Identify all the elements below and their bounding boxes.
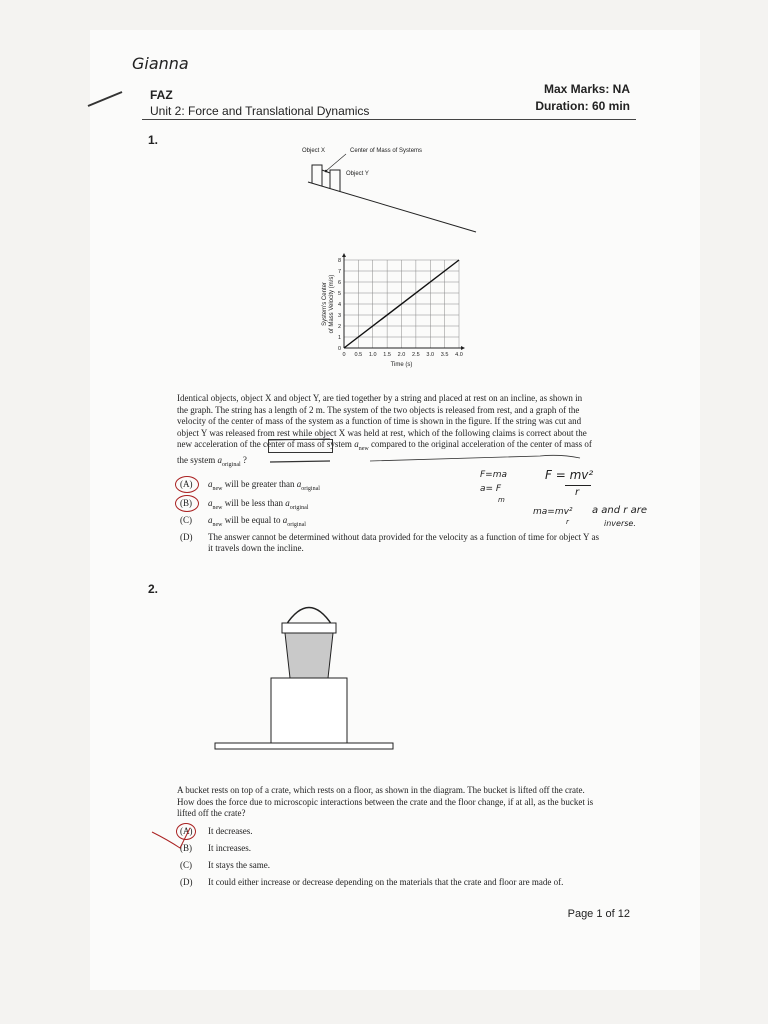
x-tick-label: 3.5	[440, 352, 449, 358]
duration: Duration: 60 min	[535, 99, 630, 113]
question-1-line: Identical objects, object X and object Y, are tied together by a string and placed at rest on an incline, as shown in	[177, 393, 583, 403]
x-tick-label: 0	[342, 352, 346, 358]
question-1-line: the system $a_{original}$ ?	[177, 455, 247, 469]
question-1-line: velocity of the center of mass of the system as a function of time is shown in the figure. If the string was cut and	[177, 416, 582, 426]
course-code: FAZ	[150, 88, 173, 102]
pen-stroke-mark	[86, 88, 126, 110]
y-tick-label: 2	[337, 324, 341, 330]
pen-underline-marks	[260, 430, 590, 466]
option-letter: (A)	[180, 479, 193, 489]
velocity-time-chart	[300, 248, 480, 378]
x-tick-label: 3.0	[426, 352, 435, 358]
pen-circle-option-b	[175, 495, 199, 512]
option-letter: (C)	[180, 515, 192, 525]
y-axis-label-line2: of Mass Velocity (m/s)	[329, 274, 335, 334]
option-letter: (B)	[180, 843, 192, 853]
x-tick-label: 1.5	[383, 352, 391, 358]
option-text: $a_{new}$ will be equal to $a_{original}$	[208, 515, 306, 528]
y-tick-label: 6	[337, 280, 341, 286]
q1-option-c[interactable]	[180, 515, 306, 531]
x-tick-label: 0.5	[354, 352, 363, 358]
q2-option-d[interactable]	[180, 877, 563, 888]
handwritten-a-and-r: a and r are	[592, 505, 647, 516]
option-text: It could either increase or decrease depending on the materials that the crate and floor are made of.	[208, 877, 564, 887]
handwritten-f-ma: F=ma	[480, 470, 507, 480]
bucket-crate-diagram	[210, 598, 400, 758]
x-tick-label: 1.0	[368, 352, 377, 358]
y-axis-arrow	[342, 253, 346, 257]
label-center-of-mass: Center of Mass of Systems	[350, 148, 423, 154]
handwritten-name: Gianna	[132, 54, 189, 73]
option-text: It stays the same.	[208, 860, 270, 870]
pen-circle-option-a	[175, 476, 199, 493]
option-letter: (B)	[180, 498, 192, 508]
question-2-text	[177, 785, 637, 820]
x-tick-label: 4.0	[455, 352, 463, 358]
option-text: $a_{new}$ will be greater than $a_{original}$	[208, 479, 320, 492]
handwritten-f-mv2-denominator: r	[575, 487, 580, 498]
option-letter: (A)	[180, 826, 193, 836]
handwritten-inverse: inverse.	[604, 519, 636, 528]
q1-option-a[interactable]	[180, 479, 320, 495]
q1-option-b[interactable]	[180, 498, 308, 514]
option-text: $a_{new}$ will be less than $a_{original}$	[208, 498, 309, 511]
q2-option-c[interactable]	[180, 860, 270, 871]
x-tick-label: 2.0	[397, 352, 406, 358]
handwritten-ma-mv2: ma=mv²	[533, 507, 573, 517]
option-text: The answer cannot be determined without data provided for the velocity as a function of time for object Y as	[208, 532, 599, 542]
handwritten-f-mv2: F = mv²	[545, 468, 594, 482]
pen-check-mark	[150, 826, 194, 852]
question-1-line: the graph. The string has a length of 2 m. The system of the two objects is released from rest, and a graph of the	[177, 404, 580, 415]
question-1-line: new acceleration of the center of mass of system $a_{new}$ compared to the original acceleration of the center of mass of	[177, 439, 592, 452]
handwritten-a-fm-denominator: m	[498, 496, 505, 504]
x-axis-label: Time (s)	[390, 362, 413, 368]
handwritten-a-fm: a= F	[480, 484, 502, 494]
question-1-number: 1.	[148, 133, 159, 147]
option-letter: (D)	[180, 877, 193, 887]
question-2-line: A bucket rests on top of a crate, which rests on a floor, as shown in the diagram. The bucket is lifted off the crate.	[177, 785, 585, 795]
incline-diagram	[290, 140, 490, 240]
option-text-continued: it travels down the incline.	[208, 543, 304, 553]
question-1-line: object Y was released from rest while object X was held at rest, which of the following claims is correct about the	[177, 427, 587, 438]
option-text: It increases.	[208, 843, 251, 853]
q1-option-d[interactable]	[180, 532, 640, 554]
x-axis-arrow	[461, 346, 465, 350]
question-2-number: 2.	[148, 582, 159, 596]
y-tick-label: 0	[337, 346, 341, 352]
y-tick-label: 8	[337, 258, 341, 264]
option-letter: (D)	[180, 532, 193, 542]
y-tick-label: 7	[337, 269, 341, 275]
label-object-x: Object X	[302, 148, 326, 154]
page-number: Page 1 of 12	[567, 908, 630, 920]
label-object-y: Object Y	[346, 171, 369, 177]
y-tick-label: 1	[337, 335, 341, 341]
option-text: It decreases.	[208, 826, 253, 836]
header-rule	[142, 119, 636, 120]
x-tick-label: 2.5	[412, 352, 420, 358]
option-letter: (C)	[180, 860, 192, 870]
y-tick-label: 3	[337, 313, 341, 319]
y-axis-label-line1: System's Center	[322, 282, 328, 326]
handwritten-fraction-bar	[565, 485, 591, 486]
y-tick-label: 5	[337, 291, 341, 297]
max-marks: Max Marks: NA	[543, 82, 630, 96]
question-2-line: How does the force due to microscopic interactions between the crate and the floor change, if at all, as the bucket is	[177, 796, 594, 807]
y-tick-label: 4	[337, 302, 341, 308]
handwritten-ma-mv2-denominator: r	[566, 518, 569, 526]
unit-title: Unit 2: Force and Translational Dynamics	[150, 104, 370, 118]
question-2-line: lifted off the crate?	[177, 808, 246, 818]
